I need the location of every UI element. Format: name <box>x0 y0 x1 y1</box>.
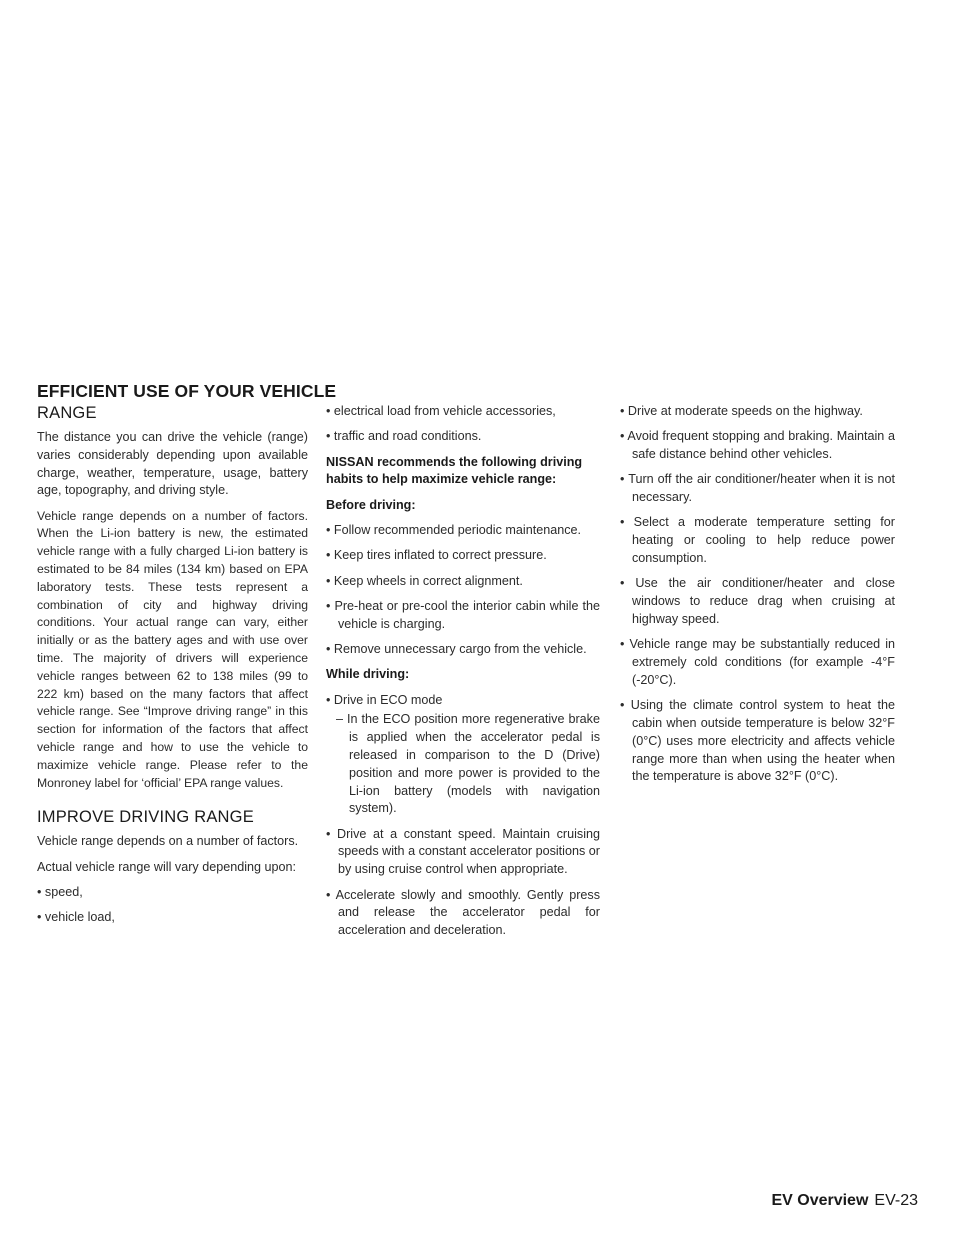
while-item-eco-detail: – In the ECO position more regenerative brake is applied when the accelerator pedal is released in comparison to the D (Drive) position and more power is provided to the Li-ion battery (models with navigation system). <box>336 712 600 816</box>
range-paragraph-2: Vehicle range depends on a number of factors. When the Li-ion battery is new, the estimated vehicle range with a fully charged Li-ion battery is estimated to be 84 miles (134 km) based on EPA laboratory tests. These tests represent a combination of city and highway driving conditions. Your actual range can vary, either initially or as the battery ages and with use over time. The majority of drivers will experience vehicle ranges between 62 to 138 miles (99 to 222 km) based on the many factors that affect vehicle range. See “Improve driving range” in this section for information of the factors that affect vehicle range and how to use the vehicle to maximize vehicle range. Please refer to the Monroney label for ‘official’ EPA range values. <box>37 508 308 790</box>
while-item: • Select a moderate temperature setting for heating or cooling to help reduce power consumption. <box>620 515 895 566</box>
improve-paragraph-1: Vehicle range depends on a number of factors. <box>37 834 299 849</box>
column-2 <box>326 403 600 947</box>
page-number: EV-23 <box>874 1192 918 1209</box>
before-driving-heading: Before driving: <box>326 497 416 512</box>
range-paragraph-1: The distance you can drive the vehicle (range) varies considerably depending upon available charge, weather, temperature, usage, battery age, topography, and driving style. <box>37 430 308 498</box>
page-footer <box>771 1192 918 1210</box>
while-item-eco: • Drive in ECO mode <box>326 692 443 707</box>
before-item: • Keep wheels in correct alignment. <box>326 573 523 588</box>
while-item: • Vehicle range may be substantially reduced in extremely cold conditions (for example -4°F (-20°C). <box>620 637 895 687</box>
improve-heading: IMPROVE DRIVING RANGE <box>37 808 254 827</box>
while-item: • Turn off the air conditioner/heater when it is not necessary. <box>620 472 895 505</box>
column-1 <box>37 403 308 935</box>
before-item: • Pre-heat or pre-cool the interior cabin while the vehicle is charging. <box>326 598 600 631</box>
while-item: • Accelerate slowly and smoothly. Gently press and release the accelerator pedal for acceleration and deceleration. <box>326 887 600 938</box>
column-3 <box>620 403 895 794</box>
factor-item: • vehicle load, <box>37 910 115 925</box>
before-item: • Follow recommended periodic maintenance. <box>326 522 582 537</box>
while-item: • Using the climate control system to heat the cabin when outside temperature is below 32°F (0°C) uses more electricity and affects vehicle range more than when using the heater when the temperature is above 32°F (0°C). <box>620 698 895 784</box>
footer-section-label: EV Overview <box>771 1192 869 1209</box>
recommend-heading: NISSAN recommends the following driving habits to help maximize vehicle range: <box>326 454 583 487</box>
factor-item: • traffic and road conditions. <box>326 429 482 444</box>
section-title: EFFICIENT USE OF YOUR VEHICLE <box>37 381 337 401</box>
factor-item: • electrical load from vehicle accessories, <box>326 404 556 418</box>
while-item: • Avoid frequent stopping and braking. Maintain a safe distance behind other vehicles. <box>620 429 895 462</box>
before-item: • Remove unnecessary cargo from the vehicle. <box>326 641 587 656</box>
factor-item: • speed, <box>37 885 83 900</box>
range-heading: RANGE <box>37 404 97 422</box>
while-driving-heading: While driving: <box>326 667 410 682</box>
while-item: • Drive at moderate speeds on the highway. <box>620 404 863 418</box>
while-item: • Use the air conditioner/heater and close windows to reduce drag when cruising at highway speed. <box>620 576 895 626</box>
while-item: • Drive at a constant speed. Maintain cruising speeds with a constant accelerator positions or by using cruise control when appropriate. <box>326 826 600 877</box>
improve-paragraph-2: Actual vehicle range will vary depending upon: <box>37 859 297 874</box>
before-item: • Keep tires inflated to correct pressure. <box>326 548 547 563</box>
